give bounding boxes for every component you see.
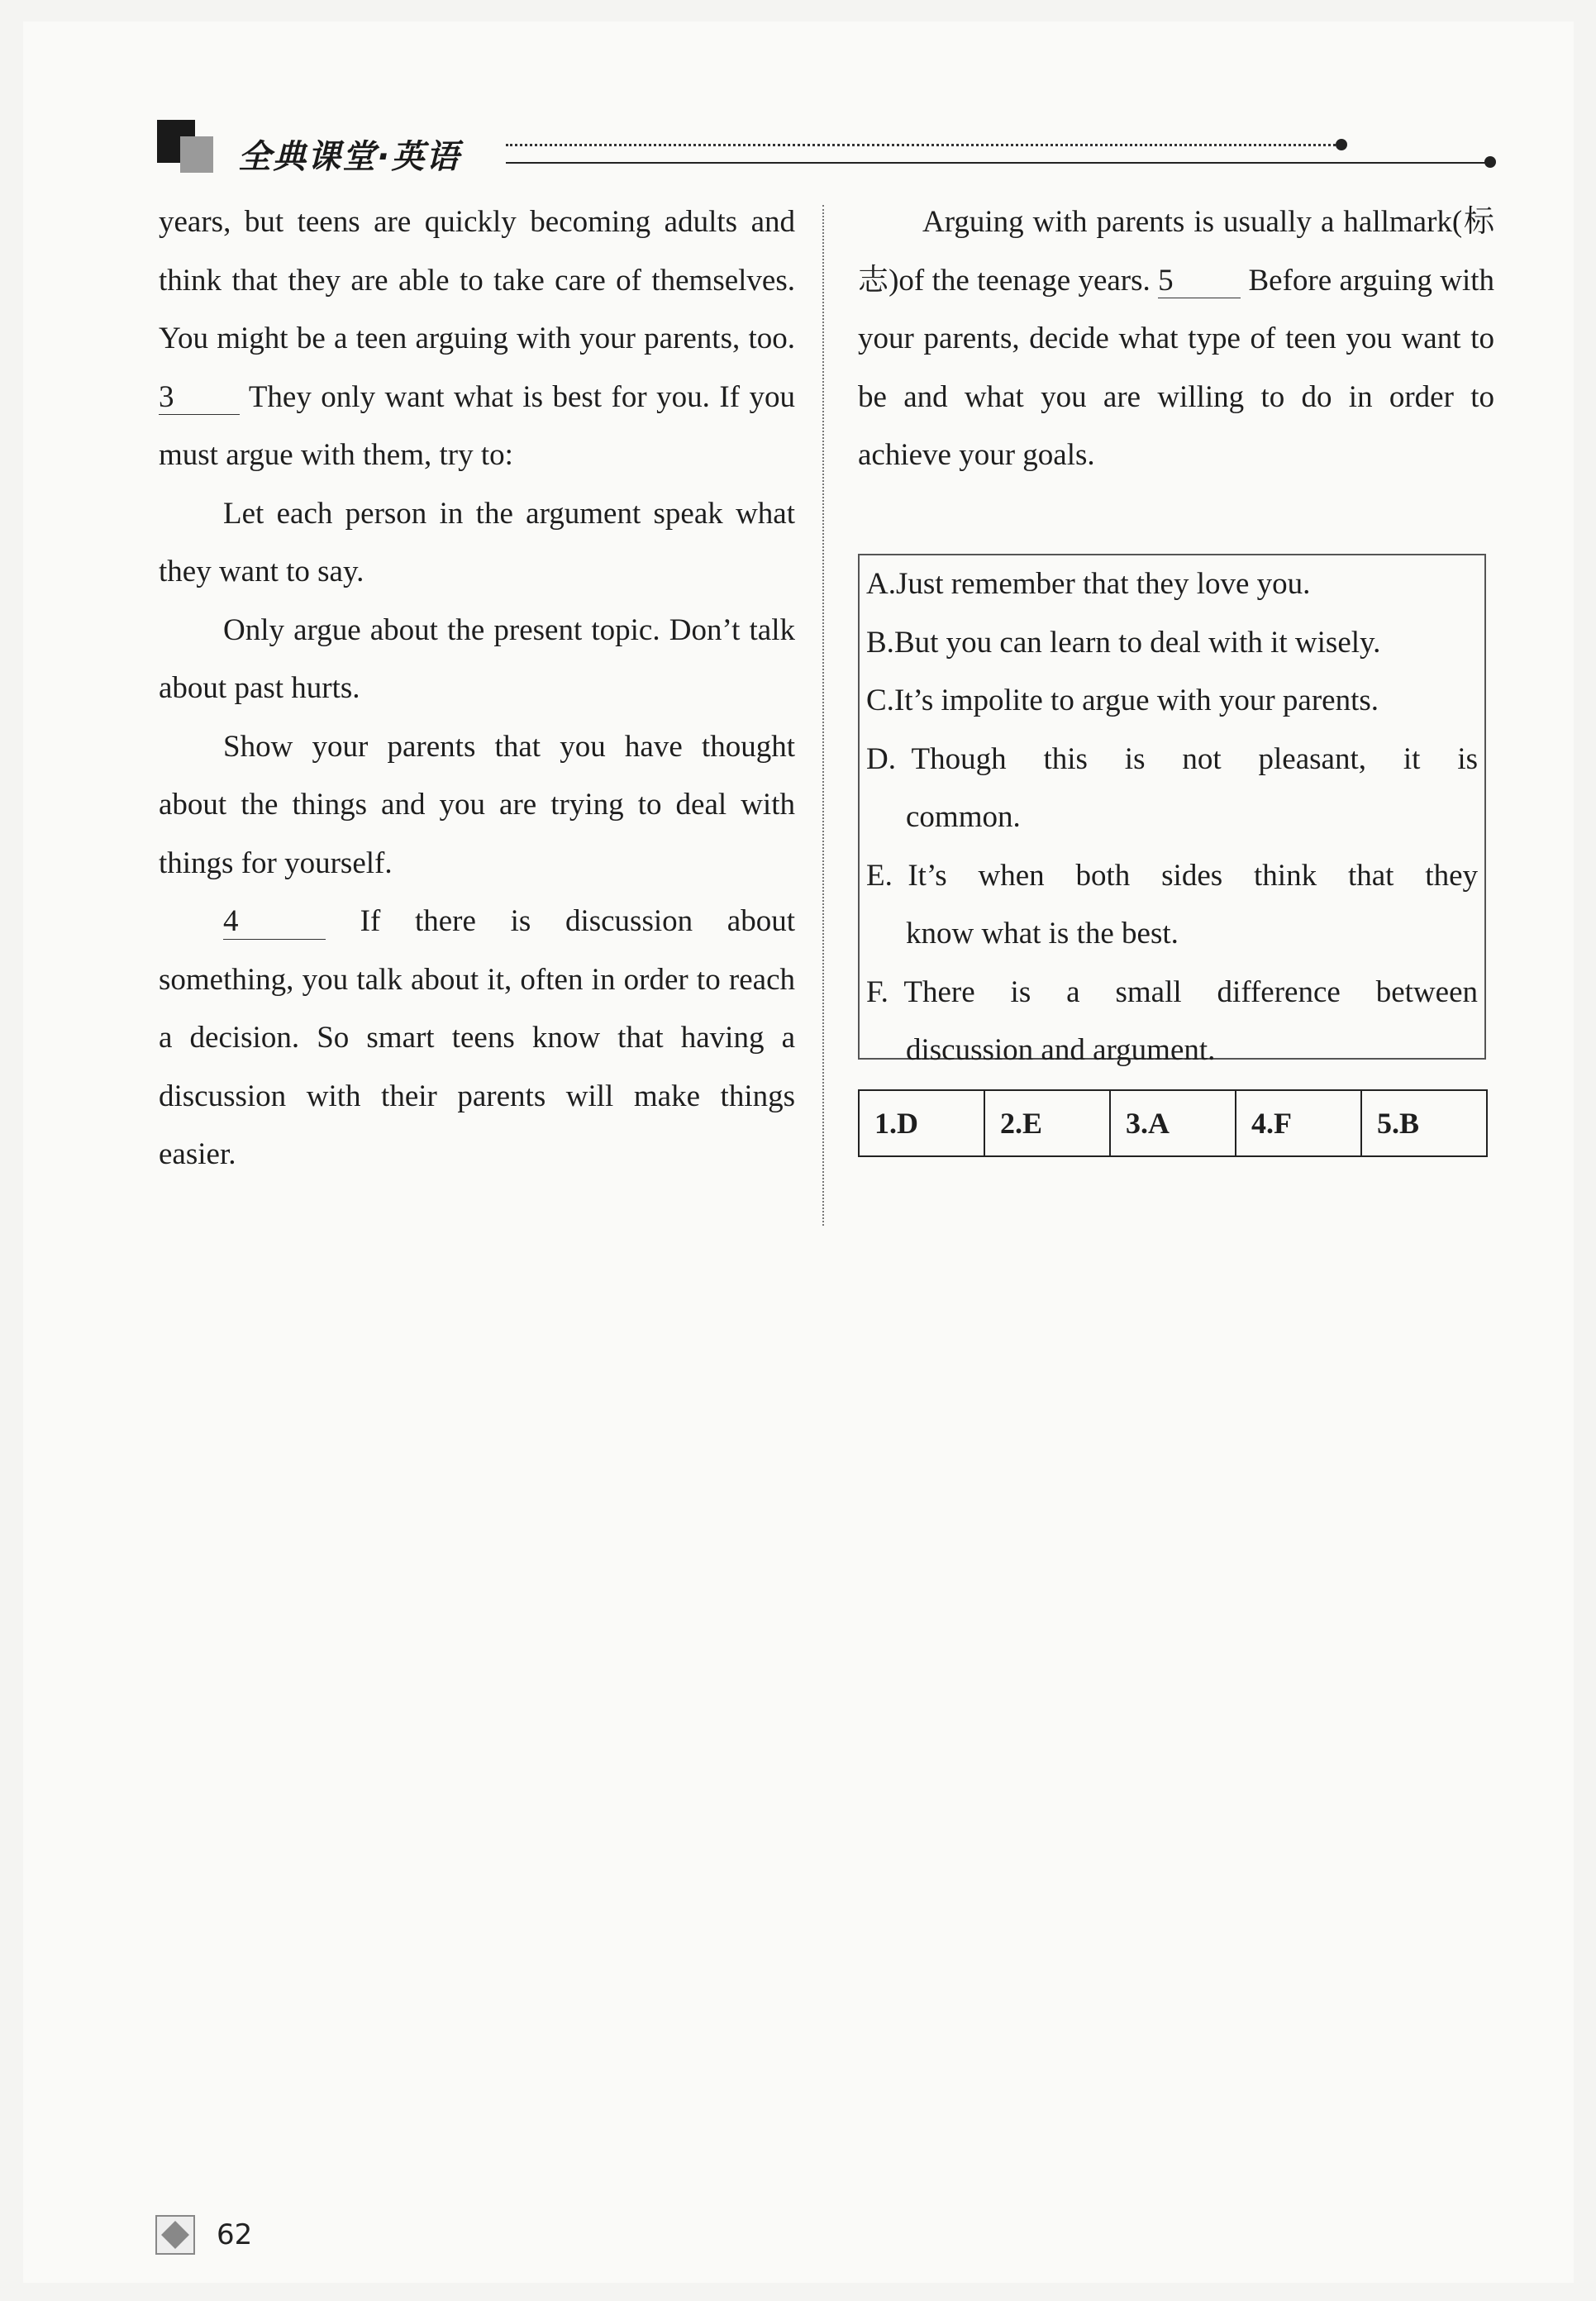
column-divider [822,205,824,1226]
header-dot [1484,156,1496,168]
option-d: D. Though this is not pleasant, it is [866,741,1478,776]
header-logo-icon [157,120,223,178]
paragraph-3: Only argue about the present topic. Don’t talk about past hurts. [159,612,795,705]
options-box [858,554,1486,1067]
blank-3: 3 [159,381,240,416]
header-dotted-rule [506,144,1341,146]
paragraph-4: Show your parents that you have thought about the things and you are trying to deal with things for yourself. [159,729,795,880]
paragraph-6: Arguing with parents is usually a hallmark(标志)of the teenage years. 5 Before arguing with your parents, decide what type of teen you want to be and what you are willing to do in order to achieve your goals. [858,205,1494,472]
option-c: C. It’s impolite to argue with your parents. [866,684,1379,717]
paragraph-2: Let each person in the argument speak what they want to say. [159,496,795,588]
option-f-continued: discussion and argument. [906,1033,1216,1067]
answer-cell-1: 1.D [860,1091,985,1155]
answer-cell-2: 2.E [985,1091,1111,1155]
option-a: A. Just remember that they love you. [866,567,1311,601]
paragraph-5: 4 If there is discussion about something, you talk about it, often in order to reach a decision. So smart teens know that having a discussion with their parents will make things easier. [159,904,795,1171]
answer-cell-3: 3.A [1111,1091,1236,1155]
paragraph-1: years, but teens are quickly becoming adults and think that they are able to take care of themselves. You might be a teen arguing with your parents, too. 3 They only want what is best for you. If you must argue with them, try to: [159,205,795,472]
blank-4: 4 [223,905,326,940]
option-e-continued: know what is the best. [906,917,1179,950]
option-b: B. But you can learn to deal with it wisely. [866,625,1381,660]
option-d-continued: common. [906,800,1021,834]
diamond-icon [155,2215,195,2255]
option-e: E. It’s when both sides think that they [866,858,1478,893]
right-column [858,193,1494,485]
left-column [159,193,795,1184]
option-f: F. There is a small difference between [866,974,1478,1009]
page-number: 62 [217,2218,253,2251]
header-solid-rule [506,162,1489,164]
answer-table [858,1089,1488,1157]
header-title: 全典课堂·英语 [238,138,461,176]
answer-cell-4: 4.F [1236,1091,1362,1155]
blank-5: 5 [1158,264,1241,299]
header-dot [1336,139,1347,150]
answer-cell-5: 5.B [1377,1107,1420,1140]
